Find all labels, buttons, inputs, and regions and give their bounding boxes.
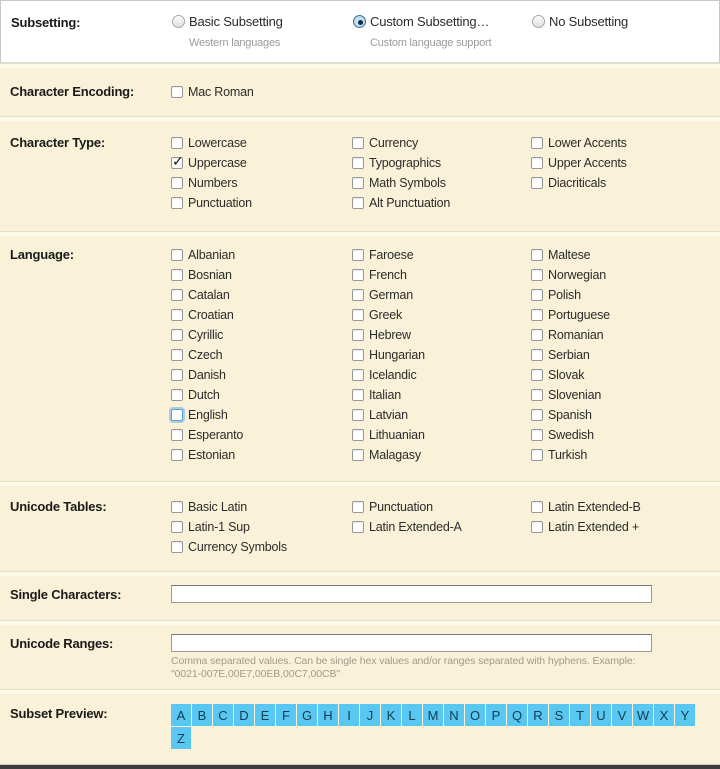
unicode-tables-options bbox=[171, 497, 720, 557]
checkbox-icon[interactable] bbox=[531, 389, 543, 401]
checkbox-currency-symbols[interactable] bbox=[171, 537, 352, 557]
checkbox-column bbox=[171, 497, 352, 557]
checkbox-maltese[interactable] bbox=[531, 245, 610, 265]
subset-preview-label: Subset Preview: bbox=[10, 706, 108, 721]
checkbox-cyrillic[interactable] bbox=[171, 325, 352, 345]
checkbox-icon[interactable] bbox=[171, 309, 183, 321]
preview-char-v: V bbox=[612, 704, 632, 726]
radio-icon[interactable] bbox=[353, 15, 366, 28]
radio-basic-subsetting[interactable] bbox=[172, 13, 353, 53]
checkbox-mac-roman[interactable] bbox=[171, 82, 254, 102]
checkbox-column bbox=[171, 82, 254, 102]
checkbox-basic-latin[interactable] bbox=[171, 497, 352, 517]
preview-char-x: X bbox=[654, 704, 674, 726]
checkbox-label: English bbox=[188, 408, 228, 422]
checkbox-norwegian[interactable] bbox=[531, 265, 610, 285]
checkbox-label: Typographics bbox=[369, 156, 441, 170]
checkbox-icon[interactable] bbox=[531, 249, 543, 261]
checkbox-label: Latin Extended + bbox=[548, 520, 639, 534]
checkbox-label: Latin Extended-A bbox=[369, 520, 462, 534]
checkbox-label: Maltese bbox=[548, 248, 591, 262]
radio-label: Custom Subsetting… bbox=[370, 14, 490, 29]
checkbox-label: Cyrillic bbox=[188, 328, 224, 342]
radio-column bbox=[172, 13, 353, 53]
radio-text bbox=[370, 13, 491, 53]
checkbox-bosnian[interactable] bbox=[171, 265, 352, 285]
checkbox-label: Estonian bbox=[188, 448, 236, 462]
subset-preview-characters bbox=[171, 704, 699, 750]
checkbox-label: Polish bbox=[548, 288, 581, 302]
checkbox-column bbox=[531, 245, 610, 465]
checkbox-diacriticals[interactable] bbox=[531, 173, 627, 193]
checkbox-icon[interactable] bbox=[171, 409, 183, 421]
checkbox-icon[interactable] bbox=[352, 249, 364, 261]
radio-no-subsetting[interactable] bbox=[532, 13, 628, 30]
preview-char-k: K bbox=[381, 704, 401, 726]
checkbox-column bbox=[531, 497, 641, 537]
character-encoding-options bbox=[171, 82, 720, 102]
section-unicode-ranges bbox=[0, 625, 720, 689]
checkbox-danish[interactable] bbox=[171, 365, 352, 385]
checkbox-spanish[interactable] bbox=[531, 405, 610, 425]
checkbox-label: Slovenian bbox=[548, 388, 602, 402]
character-type-label: Character Type: bbox=[10, 135, 106, 150]
checkbox-icon[interactable] bbox=[531, 137, 543, 149]
preview-char-c: C bbox=[213, 704, 233, 726]
checkbox-icon[interactable] bbox=[352, 349, 364, 361]
preview-char-i: I bbox=[339, 704, 359, 726]
radio-custom-subsetting[interactable] bbox=[353, 13, 532, 53]
checkbox-icon[interactable] bbox=[171, 369, 183, 381]
checkbox-label: Serbian bbox=[548, 348, 590, 362]
checkbox-serbian[interactable] bbox=[531, 345, 610, 365]
checkbox-label: Danish bbox=[188, 368, 226, 382]
radio-icon[interactable] bbox=[532, 15, 545, 28]
checkbox-hebrew[interactable] bbox=[352, 325, 531, 345]
checkbox-alt-punctuation[interactable] bbox=[352, 193, 531, 213]
checkbox-french[interactable] bbox=[352, 265, 531, 285]
radio-icon[interactable] bbox=[172, 15, 185, 28]
subsetting-label: Subsetting: bbox=[11, 15, 81, 30]
checkbox-label: Math Symbols bbox=[369, 176, 446, 190]
checkbox-icon[interactable] bbox=[352, 269, 364, 281]
checkbox-polish[interactable] bbox=[531, 285, 610, 305]
checkbox-label: Dutch bbox=[188, 388, 220, 402]
preview-char-s: S bbox=[549, 704, 569, 726]
checkbox-icon[interactable] bbox=[352, 429, 364, 441]
checkbox-faroese[interactable] bbox=[352, 245, 531, 265]
checkbox-icon[interactable] bbox=[171, 389, 183, 401]
checkbox-icon[interactable] bbox=[531, 349, 543, 361]
checkbox-italian[interactable] bbox=[352, 385, 531, 405]
subsetting-options bbox=[172, 13, 719, 53]
checkbox-numbers[interactable] bbox=[171, 173, 352, 193]
preview-char-a: A bbox=[171, 704, 191, 726]
checkbox-icon[interactable] bbox=[531, 289, 543, 301]
checkbox-icon[interactable] bbox=[171, 449, 183, 461]
preview-char-f: F bbox=[276, 704, 296, 726]
checkbox-punctuation[interactable] bbox=[352, 497, 531, 517]
unicode-ranges-label: Unicode Ranges: bbox=[10, 636, 114, 651]
checkbox-greek[interactable] bbox=[352, 305, 531, 325]
checkbox-icon[interactable] bbox=[352, 501, 364, 513]
unicode-tables-label: Unicode Tables: bbox=[10, 499, 107, 514]
checkbox-icon[interactable] bbox=[171, 157, 183, 169]
checkbox-turkish[interactable] bbox=[531, 445, 610, 465]
radio-label: Basic Subsetting bbox=[189, 14, 283, 29]
checkbox-icon[interactable] bbox=[171, 501, 183, 513]
checkbox-icon[interactable] bbox=[531, 309, 543, 321]
section-character-type bbox=[0, 121, 720, 231]
checkbox-icon[interactable] bbox=[531, 329, 543, 341]
checkbox-slovak[interactable] bbox=[531, 365, 610, 385]
checkbox-column bbox=[352, 497, 531, 537]
checkbox-icelandic[interactable] bbox=[352, 365, 531, 385]
unicode-ranges-input[interactable] bbox=[171, 634, 652, 652]
checkbox-label: German bbox=[369, 288, 413, 302]
checkbox-portuguese[interactable] bbox=[531, 305, 610, 325]
checkbox-column bbox=[352, 245, 531, 465]
checkbox-icon[interactable] bbox=[531, 521, 543, 533]
checkbox-icon[interactable] bbox=[352, 449, 364, 461]
checkbox-column bbox=[352, 133, 531, 213]
checkbox-column bbox=[171, 245, 352, 465]
checkbox-label: Lithuanian bbox=[369, 428, 425, 442]
checkbox-label: Uppercase bbox=[188, 156, 247, 170]
checkbox-icon[interactable] bbox=[352, 521, 364, 533]
checkbox-icon[interactable] bbox=[171, 137, 183, 149]
single-characters-input[interactable] bbox=[171, 585, 652, 603]
checkbox-label: Latvian bbox=[369, 408, 408, 422]
checkbox-label: Upper Accents bbox=[548, 156, 627, 170]
language-label: Language: bbox=[10, 247, 74, 262]
checkbox-label: Mac Roman bbox=[188, 85, 254, 99]
section-subsetting bbox=[0, 0, 720, 63]
checkbox-currency[interactable] bbox=[352, 133, 531, 153]
checkbox-swedish[interactable] bbox=[531, 425, 610, 445]
checkbox-malagasy[interactable] bbox=[352, 445, 531, 465]
preview-char-r: R bbox=[528, 704, 548, 726]
preview-char-e: E bbox=[255, 704, 275, 726]
checkbox-icon[interactable] bbox=[531, 449, 543, 461]
checkbox-math-symbols[interactable] bbox=[352, 173, 531, 193]
preview-char-g: G bbox=[297, 704, 317, 726]
radio-text bbox=[189, 13, 283, 53]
checkbox-label: Diacriticals bbox=[548, 176, 607, 190]
checkbox-latin-extended-a[interactable] bbox=[352, 517, 531, 537]
checkbox-esperanto[interactable] bbox=[171, 425, 352, 445]
checkbox-german[interactable] bbox=[352, 285, 531, 305]
single-characters-label: Single Characters: bbox=[10, 587, 122, 602]
checkbox-label: Turkish bbox=[548, 448, 588, 462]
checkbox-icon[interactable] bbox=[531, 269, 543, 281]
radio-label: No Subsetting bbox=[549, 14, 629, 29]
radio-sublabel: Western languages bbox=[189, 37, 281, 49]
checkbox-icon[interactable] bbox=[352, 177, 364, 189]
checkbox-estonian[interactable] bbox=[171, 445, 352, 465]
character-type-options bbox=[171, 133, 720, 213]
preview-char-n: N bbox=[444, 704, 464, 726]
checkbox-label: Hungarian bbox=[369, 348, 425, 362]
checkbox-icon[interactable] bbox=[352, 309, 364, 321]
checkbox-romanian[interactable] bbox=[531, 325, 610, 345]
checkbox-column bbox=[171, 133, 352, 213]
preview-char-p: P bbox=[486, 704, 506, 726]
preview-char-o: O bbox=[465, 704, 485, 726]
checkbox-icon[interactable] bbox=[171, 429, 183, 441]
radio-column bbox=[353, 13, 532, 53]
checkbox-slovenian[interactable] bbox=[531, 385, 610, 405]
checkbox-label: Portuguese bbox=[548, 308, 610, 322]
checkbox-icon[interactable] bbox=[531, 157, 543, 169]
checkbox-icon[interactable] bbox=[171, 269, 183, 281]
checkbox-icon[interactable] bbox=[352, 289, 364, 301]
checkbox-upper-accents[interactable] bbox=[531, 153, 627, 173]
checkbox-lithuanian[interactable] bbox=[352, 425, 531, 445]
section-character-encoding bbox=[0, 68, 720, 116]
section-single-characters bbox=[0, 576, 720, 620]
preview-char-m: M bbox=[423, 704, 443, 726]
checkbox-icon[interactable] bbox=[531, 409, 543, 421]
checkbox-icon[interactable] bbox=[531, 177, 543, 189]
preview-char-z: Z bbox=[171, 727, 191, 749]
preview-char-q: Q bbox=[507, 704, 527, 726]
checkbox-icon[interactable] bbox=[171, 197, 183, 209]
preview-char-l: L bbox=[402, 704, 422, 726]
checkbox-typographics[interactable] bbox=[352, 153, 531, 173]
checkbox-label: Albanian bbox=[188, 248, 236, 262]
checkbox-label: Hebrew bbox=[369, 328, 411, 342]
checkbox-english[interactable] bbox=[171, 405, 352, 425]
checkbox-label: Malagasy bbox=[369, 448, 421, 462]
checkbox-icon[interactable] bbox=[171, 289, 183, 301]
checkbox-label: Faroese bbox=[369, 248, 414, 262]
checkbox-catalan[interactable] bbox=[171, 285, 352, 305]
checkbox-icon[interactable] bbox=[171, 249, 183, 261]
preview-char-j: J bbox=[360, 704, 380, 726]
checkbox-label: Latin Extended-B bbox=[548, 500, 641, 514]
radio-sublabel: Custom language support bbox=[370, 37, 492, 49]
checkbox-icon[interactable] bbox=[352, 369, 364, 381]
language-options bbox=[171, 245, 720, 465]
checkbox-label: Greek bbox=[369, 308, 403, 322]
checkbox-icon[interactable] bbox=[352, 389, 364, 401]
checkbox-icon[interactable] bbox=[171, 86, 183, 98]
checkbox-label: Croatian bbox=[188, 308, 234, 322]
checkbox-icon[interactable] bbox=[531, 369, 543, 381]
checkbox-label: Swedish bbox=[548, 428, 594, 442]
preview-char-t: T bbox=[570, 704, 590, 726]
checkbox-lower-accents[interactable] bbox=[531, 133, 627, 153]
checkbox-dutch[interactable] bbox=[171, 385, 352, 405]
section-unicode-tables bbox=[0, 486, 720, 571]
checkbox-latin-1-sup[interactable] bbox=[171, 517, 352, 537]
checkbox-label: Catalan bbox=[188, 288, 230, 302]
checkbox-label: Lowercase bbox=[188, 136, 247, 150]
checkbox-uppercase[interactable] bbox=[171, 153, 352, 173]
preview-char-u: U bbox=[591, 704, 611, 726]
radio-text bbox=[549, 13, 628, 30]
checkbox-icon[interactable] bbox=[171, 329, 183, 341]
checkbox-punctuation[interactable] bbox=[171, 193, 352, 213]
checkbox-label: Icelandic bbox=[369, 368, 417, 382]
checkbox-icon[interactable] bbox=[352, 329, 364, 341]
checkbox-label: Czech bbox=[188, 348, 223, 362]
checkbox-albanian[interactable] bbox=[171, 245, 352, 265]
checkbox-latin-extended[interactable] bbox=[531, 517, 641, 537]
checkbox-label: Alt Punctuation bbox=[369, 196, 451, 210]
checkbox-icon[interactable] bbox=[171, 177, 183, 189]
preview-char-w: W bbox=[633, 704, 653, 726]
checkbox-label: Currency Symbols bbox=[188, 540, 287, 554]
checkbox-icon[interactable] bbox=[171, 349, 183, 361]
section-subset-preview bbox=[0, 694, 720, 764]
checkbox-label: Slovak bbox=[548, 368, 585, 382]
checkbox-icon[interactable] bbox=[352, 197, 364, 209]
checkbox-lowercase[interactable] bbox=[171, 133, 352, 153]
checkbox-czech[interactable] bbox=[171, 345, 352, 365]
checkbox-icon[interactable] bbox=[352, 409, 364, 421]
checkbox-icon[interactable] bbox=[171, 521, 183, 533]
checkbox-icon[interactable] bbox=[531, 501, 543, 513]
preview-char-y: Y bbox=[675, 704, 695, 726]
checkbox-label: Spanish bbox=[548, 408, 592, 422]
checkbox-label: Italian bbox=[369, 388, 401, 402]
preview-char-d: D bbox=[234, 704, 254, 726]
checkbox-label: Norwegian bbox=[548, 268, 606, 282]
checkbox-label: Lower Accents bbox=[548, 136, 627, 150]
checkbox-label: Punctuation bbox=[188, 196, 252, 210]
checkbox-hungarian[interactable] bbox=[352, 345, 531, 365]
checkbox-croatian[interactable] bbox=[171, 305, 352, 325]
checkbox-column bbox=[531, 133, 627, 193]
checkbox-label: Romanian bbox=[548, 328, 604, 342]
character-encoding-label: Character Encoding: bbox=[10, 84, 135, 99]
checkbox-latin-extended-b[interactable] bbox=[531, 497, 641, 517]
bottom-bar bbox=[0, 764, 720, 769]
checkbox-label: Bosnian bbox=[188, 268, 232, 282]
checkbox-label: Numbers bbox=[188, 176, 238, 190]
preview-char-h: H bbox=[318, 704, 338, 726]
checkbox-label: Basic Latin bbox=[188, 500, 247, 514]
checkbox-label: Punctuation bbox=[369, 500, 433, 514]
checkbox-label: Currency bbox=[369, 136, 419, 150]
checkbox-label: Esperanto bbox=[188, 428, 244, 442]
checkbox-icon[interactable] bbox=[352, 137, 364, 149]
checkbox-latvian[interactable] bbox=[352, 405, 531, 425]
checkbox-label: Latin-1 Sup bbox=[188, 520, 250, 534]
radio-column bbox=[532, 13, 628, 30]
checkbox-icon[interactable] bbox=[352, 157, 364, 169]
checkbox-icon[interactable] bbox=[171, 541, 183, 553]
checkbox-label: French bbox=[369, 268, 407, 282]
unicode-ranges-help-text: Comma separated values. Can be single hex values and/or ranges separated with hyphens. Example: "0021-007E,00E7,00EB,00C7,00CB" bbox=[171, 655, 636, 680]
preview-char-b: B bbox=[192, 704, 212, 726]
checkbox-icon[interactable] bbox=[531, 429, 543, 441]
section-language bbox=[0, 236, 720, 481]
